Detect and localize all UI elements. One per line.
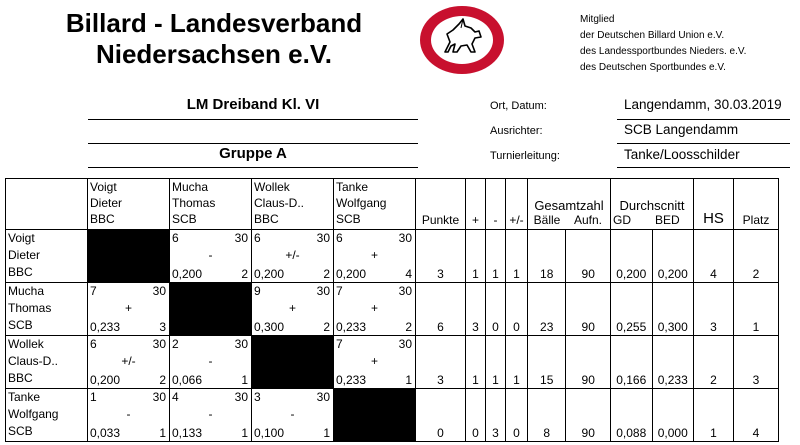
stat-punkte: 6 <box>416 283 466 336</box>
match-average: 0,300 <box>254 320 285 334</box>
match-average: 0,066 <box>172 373 203 387</box>
player-row <box>6 283 779 336</box>
stat-baelle: 8 <box>528 389 566 442</box>
match-result-cell <box>88 283 170 336</box>
stat-plusminus: 0 <box>506 283 528 336</box>
match-sign: - <box>290 407 295 421</box>
col-club: BBC <box>254 212 279 226</box>
col-punkte: Punkte <box>416 179 466 230</box>
col-name: Wollek <box>254 180 290 194</box>
match-sign: + <box>370 354 378 368</box>
match-balls: 4 <box>172 390 179 404</box>
match-points: 1 <box>241 373 248 387</box>
match-result-cell <box>334 230 416 283</box>
col-plus: + <box>466 179 486 230</box>
match-points: 2 <box>323 320 330 334</box>
col-name: Claus-D.. <box>254 196 305 210</box>
row-name: Wolfgang <box>8 407 59 421</box>
match-points: 2 <box>405 320 412 334</box>
stat-gd: 0,166 <box>611 336 653 389</box>
col-player-4 <box>334 179 416 230</box>
match-innings: 30 <box>234 390 248 404</box>
row-name: Claus-D.. <box>8 354 59 368</box>
self-match-cell <box>170 283 252 336</box>
stat-punkte: 3 <box>416 230 466 283</box>
row-player-name <box>6 283 88 336</box>
row-club: SCB <box>8 318 33 332</box>
match-points: 1 <box>159 426 166 440</box>
match-sign: - <box>126 407 131 421</box>
col-gesamtzahl-group <box>528 179 611 230</box>
row-player-name <box>6 230 88 283</box>
match-points: 1 <box>241 426 248 440</box>
stat-platz: 4 <box>734 389 779 442</box>
player-row <box>6 389 779 442</box>
match-points: 4 <box>405 267 412 281</box>
member-line: des Landessportbundes Nieders. e.V. <box>580 46 747 57</box>
match-result-cell <box>170 230 252 283</box>
row-name: Thomas <box>8 301 52 315</box>
match-result-cell <box>252 389 334 442</box>
stat-hs: 1 <box>694 389 734 442</box>
event-name: LM Dreiband Kl. VI <box>186 96 320 113</box>
match-average: 0,033 <box>90 426 121 440</box>
stat-aufn: 90 <box>566 283 611 336</box>
stat-plus: 0 <box>466 389 486 442</box>
match-innings: 30 <box>152 337 166 351</box>
match-average: 0,200 <box>90 373 121 387</box>
row-name: Voigt <box>8 231 35 245</box>
stat-minus: 0 <box>486 283 506 336</box>
match-average: 0,133 <box>172 426 203 440</box>
group-name: Gruppe A <box>219 145 287 162</box>
match-innings: 30 <box>398 231 412 245</box>
member-line: des Deutschen Sportbundes e.V. <box>580 62 726 73</box>
match-balls: 6 <box>90 337 97 351</box>
stat-plusminus: 1 <box>506 336 528 389</box>
row-club: SCB <box>8 424 33 438</box>
stat-hs: 4 <box>694 230 734 283</box>
match-result-cell <box>88 336 170 389</box>
federation-title <box>28 8 400 70</box>
title-line-1: Billard - Landesverband <box>65 8 363 38</box>
stat-minus: 1 <box>486 230 506 283</box>
col-name: Tanke <box>336 180 369 194</box>
self-match-cell <box>88 230 170 283</box>
member-line: Mitglied <box>580 14 615 25</box>
match-points: 2 <box>159 373 166 387</box>
match-points: 2 <box>241 267 248 281</box>
row-name: Wollek <box>8 337 44 351</box>
match-result-cell <box>170 389 252 442</box>
col-platz: Platz <box>734 179 779 230</box>
stat-plusminus: 1 <box>506 230 528 283</box>
stat-gd: 0,255 <box>611 283 653 336</box>
match-innings: 30 <box>316 390 330 404</box>
stat-gd: 0,200 <box>611 230 653 283</box>
match-average: 0,200 <box>336 267 367 281</box>
match-innings: 30 <box>234 337 248 351</box>
col-club: SCB <box>172 212 197 226</box>
match-points: 3 <box>159 320 166 334</box>
col-plusminus: +/- <box>506 179 528 230</box>
col-minus: - <box>486 179 506 230</box>
match-result-cell <box>88 389 170 442</box>
col-player-3 <box>252 179 334 230</box>
col-gesamtzahl: Gesamtzahl <box>534 198 604 213</box>
match-average: 0,233 <box>90 320 121 334</box>
match-innings: 30 <box>316 284 330 298</box>
match-innings: 30 <box>152 284 166 298</box>
stat-minus: 1 <box>486 336 506 389</box>
player-row <box>6 230 779 283</box>
col-name: Dieter <box>90 196 123 210</box>
self-match-cell <box>252 336 334 389</box>
stat-bed: 0,300 <box>652 283 694 336</box>
col-club: SCB <box>336 212 361 226</box>
col-gd: GD <box>613 213 631 227</box>
match-points: 2 <box>323 267 330 281</box>
row-club: BBC <box>8 371 33 385</box>
results-table <box>5 178 779 442</box>
divider <box>617 143 790 144</box>
match-balls: 3 <box>254 390 261 404</box>
organizer-value: SCB Langendamm <box>624 122 739 137</box>
stat-baelle: 15 <box>528 336 566 389</box>
divider <box>88 143 418 144</box>
divider <box>617 119 790 120</box>
col-player-1 <box>88 179 170 230</box>
match-sign: - <box>208 248 213 262</box>
match-innings: 30 <box>398 337 412 351</box>
match-balls: 9 <box>254 284 261 298</box>
stat-platz: 2 <box>734 230 779 283</box>
location-label: Ort, Datum: <box>490 100 547 112</box>
match-sign: + <box>370 301 378 315</box>
match-result-cell <box>252 230 334 283</box>
match-innings: 30 <box>316 231 330 245</box>
stat-bed: 0,233 <box>652 336 694 389</box>
match-average: 0,100 <box>254 426 285 440</box>
match-balls: 7 <box>336 337 343 351</box>
title-line-2: Niedersachsen e.V. <box>95 39 333 69</box>
match-balls: 6 <box>172 231 179 245</box>
stat-baelle: 23 <box>528 283 566 336</box>
self-match-cell <box>334 389 416 442</box>
stat-plus: 1 <box>466 230 486 283</box>
match-result-cell <box>252 283 334 336</box>
player-row <box>6 336 779 389</box>
row-player-name <box>6 336 88 389</box>
match-balls: 7 <box>90 284 97 298</box>
stat-punkte: 3 <box>416 336 466 389</box>
match-sign: - <box>208 354 213 368</box>
stat-baelle: 18 <box>528 230 566 283</box>
match-balls: 1 <box>90 390 97 404</box>
col-name: Wolfgang <box>336 196 387 210</box>
col-baelle: Bälle <box>533 213 561 227</box>
organizer-label: Ausrichter: <box>490 125 543 137</box>
stat-hs: 2 <box>694 336 734 389</box>
match-points: 1 <box>323 426 330 440</box>
col-bed: BED <box>655 213 680 227</box>
location-value: Langendamm, 30.03.2019 <box>624 97 782 112</box>
match-balls: 6 <box>254 231 261 245</box>
col-aufn: Aufn. <box>573 213 603 227</box>
stat-aufn: 90 <box>566 389 611 442</box>
match-sign: + <box>370 248 378 262</box>
match-average: 0,200 <box>254 267 285 281</box>
member-line: der Deutschen Billard Union e.V. <box>580 30 725 41</box>
federation-logo-icon <box>417 4 507 76</box>
match-balls: 7 <box>336 284 343 298</box>
col-name: Voigt <box>90 180 117 194</box>
match-result-cell <box>334 283 416 336</box>
divider <box>88 167 418 168</box>
match-result-cell <box>170 336 252 389</box>
direction-label: Turnierleitung: <box>490 150 560 162</box>
col-name: Mucha <box>172 180 209 194</box>
row-club: BBC <box>8 265 33 279</box>
match-average: 0,233 <box>336 320 367 334</box>
stat-platz: 3 <box>734 336 779 389</box>
row-name: Dieter <box>8 248 41 262</box>
col-durchschnitt: Durchscnitt <box>619 198 685 213</box>
col-club: BBC <box>90 212 115 226</box>
match-balls: 2 <box>172 337 179 351</box>
match-result-cell <box>334 336 416 389</box>
col-name: Thomas <box>172 196 216 210</box>
stat-punkte: 0 <box>416 389 466 442</box>
row-player-name <box>6 389 88 442</box>
stat-gd: 0,088 <box>611 389 653 442</box>
col-hs: HS <box>694 179 734 230</box>
match-average: 0,233 <box>336 373 367 387</box>
membership-info <box>580 12 746 76</box>
row-name: Mucha <box>8 284 45 298</box>
match-average: 0,200 <box>172 267 203 281</box>
stat-plus: 3 <box>466 283 486 336</box>
match-sign: +/- <box>285 248 300 262</box>
match-innings: 30 <box>152 390 166 404</box>
divider <box>617 167 790 168</box>
corner-cell <box>6 179 88 230</box>
direction-value: Tanke/Loosschilder <box>624 147 740 162</box>
stat-aufn: 90 <box>566 230 611 283</box>
divider <box>88 119 418 120</box>
match-points: 1 <box>405 373 412 387</box>
match-sign: +/- <box>121 354 136 368</box>
match-balls: 6 <box>336 231 343 245</box>
stat-hs: 3 <box>694 283 734 336</box>
col-durchschnitt-group <box>611 179 694 230</box>
row-name: Tanke <box>8 390 41 404</box>
stat-aufn: 90 <box>566 336 611 389</box>
stat-minus: 3 <box>486 389 506 442</box>
stat-bed: 0,000 <box>652 389 694 442</box>
match-sign: + <box>288 301 296 315</box>
match-innings: 30 <box>234 231 248 245</box>
match-innings: 30 <box>398 284 412 298</box>
stat-platz: 1 <box>734 283 779 336</box>
stat-plus: 1 <box>466 336 486 389</box>
stat-plusminus: 0 <box>506 389 528 442</box>
match-sign: + <box>124 301 132 315</box>
stat-bed: 0,200 <box>652 230 694 283</box>
match-sign: - <box>208 407 213 421</box>
header-row <box>6 179 779 230</box>
col-player-2 <box>170 179 252 230</box>
